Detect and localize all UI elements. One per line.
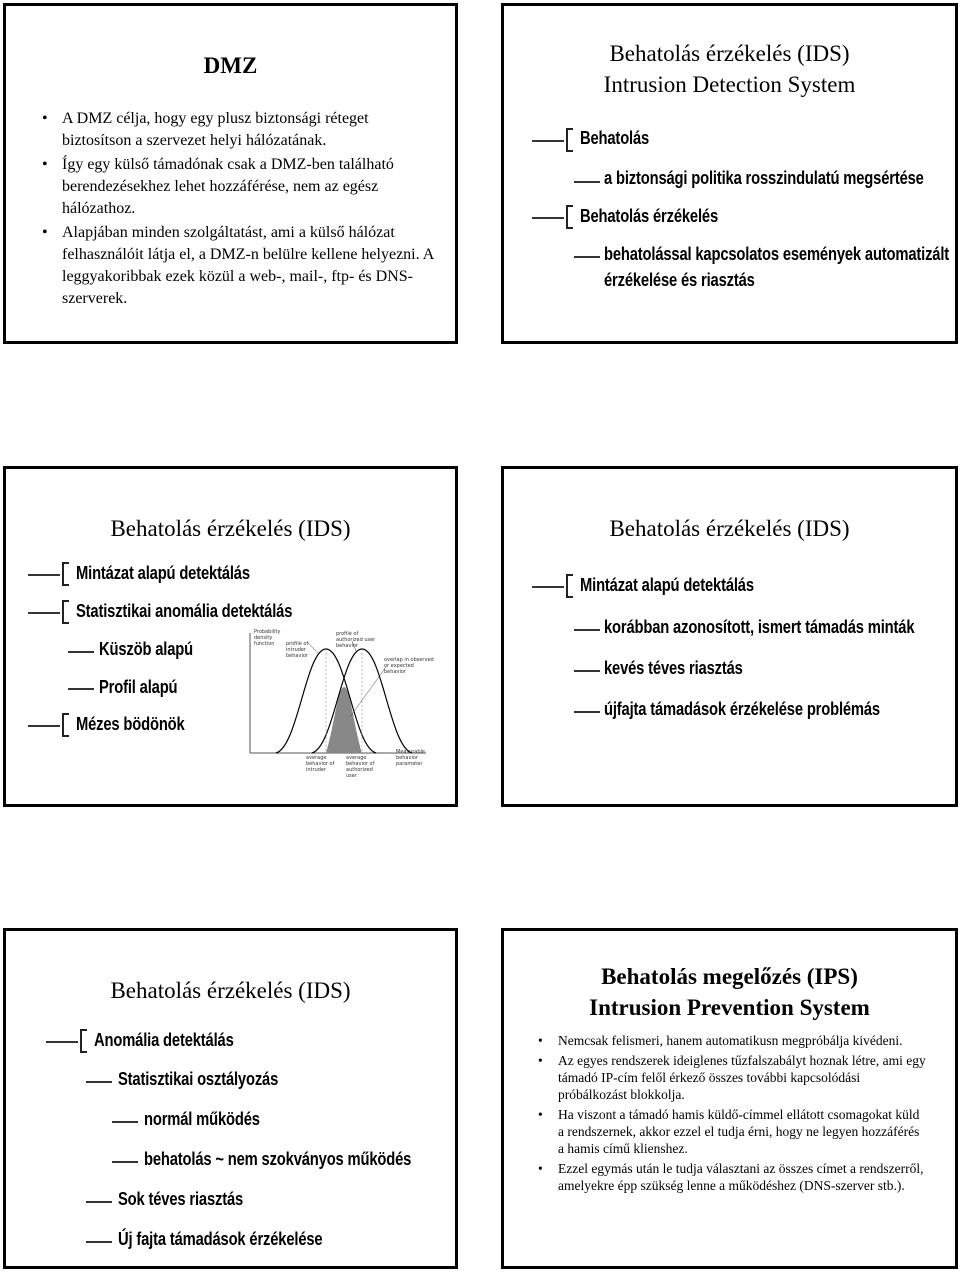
slide-title	[504, 38, 955, 100]
outline-dash	[28, 725, 60, 727]
outline-dash	[68, 688, 94, 690]
outline-item: a biztonsági politika rosszindulatú megsértése	[604, 168, 924, 188]
outline-item: Mintázat alapú detektálás	[580, 575, 754, 595]
outline-dash	[574, 256, 600, 258]
outline-bracket	[62, 562, 69, 586]
outline-dash	[112, 1161, 138, 1163]
slide-dmz	[3, 3, 458, 344]
outline-item: Statisztikai osztályozás	[118, 1069, 279, 1089]
outline-item: Sok téves riasztás	[118, 1189, 244, 1209]
outline-item: Anomália detektálás	[94, 1030, 234, 1050]
outline-dash	[28, 612, 60, 614]
title-line-2: Intrusion Detection System	[603, 72, 856, 97]
outline-dash	[574, 181, 600, 183]
slide-ids-definition	[501, 3, 958, 344]
outline-item: Küszöb alapú	[99, 639, 193, 659]
intruder-profile-label: profile of intruder behavior	[286, 641, 309, 659]
title-line-1: Behatolás érzékelés (IDS)	[609, 41, 850, 66]
title-line-2: Intrusion Prevention System	[589, 995, 870, 1020]
outline-item: Új fajta támadások érzékelése	[118, 1229, 323, 1249]
pointer-line	[350, 667, 386, 717]
outline-bracket	[566, 574, 573, 598]
outline-dash	[574, 629, 600, 631]
outline-dash	[86, 1081, 112, 1083]
x-axis-label: Measurable behavior parameter	[396, 749, 425, 767]
outline-bracket	[80, 1029, 87, 1053]
outline-dash	[532, 140, 564, 142]
outline-item: Profil alapú	[99, 677, 178, 697]
outline-item: behatolással kapcsolatos események automatizált	[604, 244, 950, 264]
bullet-list	[37, 108, 437, 310]
bullet-list	[533, 1032, 928, 1194]
title-line-1: Behatolás megelőzés (IPS)	[601, 964, 858, 989]
list-item: • Ezzel egymás után le tudja választani az összes címet a rendszerről, amelyekre épp szükség lenne a működéshez (DNS-szerver stb.).	[533, 1160, 928, 1194]
list-item: • Alapjában minden szolgáltatást, ami a külső hálózat felhasználóit látja el, a DMZ-n belülre kellene helyezni. A leggyakoribbak ezek közül a web-, mail-, ftp- és DNS-szerverek.	[37, 222, 437, 310]
outline-dash	[574, 711, 600, 713]
outline-bracket	[566, 128, 573, 152]
list-item: • Nemcsak felismeri, hanem automatikusn megpróbálja kivédeni.	[533, 1032, 928, 1049]
y-axis-label: Probability density function	[254, 629, 281, 647]
outline-item: korábban azonosított, ismert támadás minták	[604, 617, 915, 637]
outline-item: Behatolás	[580, 128, 650, 148]
outline-item: kevés téves riasztás	[604, 658, 743, 678]
slide-anomaly-detection	[3, 928, 458, 1269]
slide-title: Behatolás érzékelés (IDS)	[110, 516, 351, 541]
outline-item: érzékelése és riasztás	[604, 270, 755, 290]
avg-intruder-label: average behavior of intruder	[306, 755, 335, 773]
outline-dash	[532, 586, 564, 588]
outline-dash	[46, 1041, 78, 1043]
outline-item: Mézes bödönök	[76, 714, 185, 734]
list-item: • Így egy külső támadónak csak a DMZ-ben található berendezésekhez lehet hozzáférése, nem az egész hálózathoz.	[37, 154, 437, 220]
list-item: • Ha viszont a támadó hamis küldő-címmel ellátott csomagokat küld a rendszernek, akkor ezzel el tudja érni, hogy ne legyen hozzáférés a hamis című klienshez.	[533, 1106, 928, 1157]
overlap-label: overlap in observed or expected behavior	[384, 657, 434, 675]
avg-user-label: average behavior of authorized user	[346, 755, 375, 779]
slide-pattern-detection	[501, 466, 958, 807]
outline-bracket	[62, 713, 69, 737]
slide-title	[504, 961, 955, 1023]
outline-item: Statisztikai anomália detektálás	[76, 601, 293, 621]
list-item: • Az egyes rendszerek ideiglenes tűzfalszabályt hoznak létre, ami egy támadó IP-cím felől érkező összes további kapcsolódási próbálkozást blokkolja.	[533, 1052, 928, 1103]
outline-dash	[86, 1201, 112, 1203]
outline-item: Behatolás érzékelés	[580, 206, 719, 226]
slide-ips	[501, 928, 958, 1269]
outline-item: normál működés	[144, 1109, 260, 1129]
slide-ids-detection-types	[3, 466, 458, 807]
slide-title: DMZ	[203, 53, 258, 78]
slide-title: Behatolás érzékelés (IDS)	[609, 516, 850, 541]
density-figure	[246, 627, 436, 779]
user-profile-label: profile of authorized user behavior	[336, 631, 376, 649]
outline-item: újfajta támadások érzékelése problémás	[604, 699, 880, 719]
outline-item: behatolás ~ nem szokványos működés	[144, 1149, 412, 1169]
outline-dash	[112, 1121, 138, 1123]
outline-item: Mintázat alapú detektálás	[76, 563, 250, 583]
outline-dash	[28, 574, 60, 576]
outline-dash	[68, 651, 94, 653]
outline-bracket	[62, 600, 69, 624]
outline-dash	[86, 1241, 112, 1243]
outline-dash	[574, 670, 600, 672]
slide-title: Behatolás érzékelés (IDS)	[110, 978, 351, 1003]
outline-bracket	[566, 205, 573, 229]
list-item: • A DMZ célja, hogy egy plusz biztonsági réteget biztosítson a szervezet helyi hálózatának.	[37, 108, 437, 152]
outline-dash	[532, 217, 564, 219]
